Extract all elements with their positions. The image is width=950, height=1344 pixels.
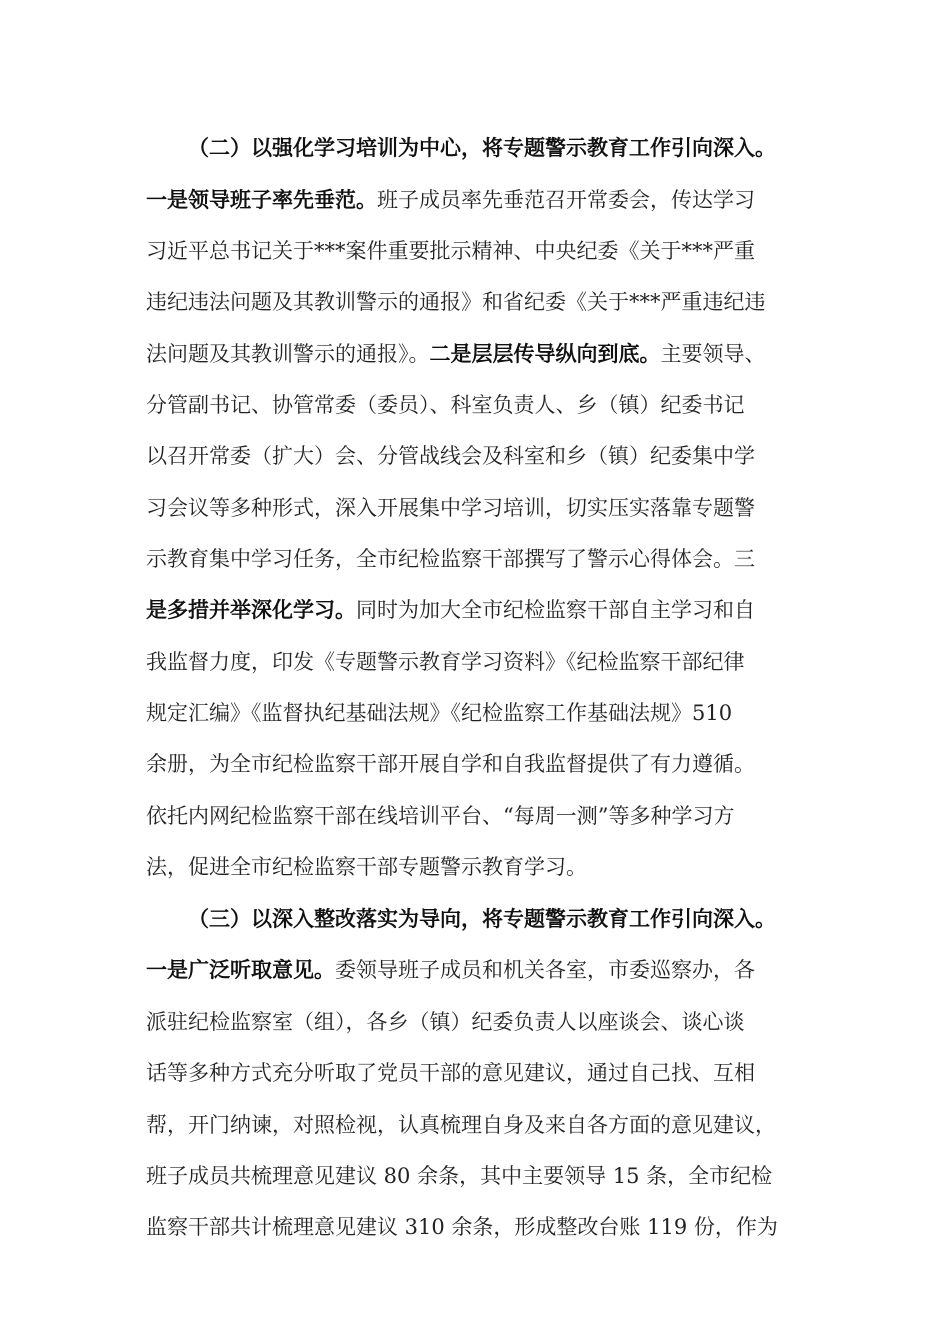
bold-heading-text: 是多措并举深化学习。 — [146, 597, 356, 622]
text-line — [146, 334, 826, 374]
text-line — [146, 796, 826, 836]
body-text: 习近平总书记关于***案件重要批示精神、中央纪委《关于***严重 — [146, 239, 755, 263]
text-line — [146, 282, 826, 322]
body-text: 示教育集中学习任务，全市纪检监察干部撰写了警示心得体会。三 — [146, 547, 755, 571]
body-text: 规定汇编》《监督执纪基础法规》《纪检监察工作基础法规》510 — [146, 701, 733, 725]
text-line — [188, 899, 868, 939]
body-text: 违纪违法问题及其教训警示的通报》和省纪委《关于***严重违纪违 — [146, 290, 766, 314]
text-line — [146, 1053, 826, 1093]
text-line — [146, 1105, 826, 1145]
text-line — [146, 488, 826, 528]
body-text: 同时为加大全市纪检监察干部自主学习和自 — [356, 598, 755, 622]
body-text: 班子成员共梳理意见建议 80 余条，其中主要领导 15 条，全市纪检 — [146, 1164, 773, 1188]
body-text: 习会议等多种形式，深入开展集中学习培训，切实压实落靠专题警 — [146, 496, 755, 520]
body-text: 班子成员率先垂范召开常委会，传达学习 — [377, 188, 755, 212]
bold-heading-text: （三）以深入整改落实为导向，将专题警示教育工作引向深入。 — [188, 906, 776, 931]
text-line — [146, 744, 826, 784]
text-line — [146, 231, 826, 271]
body-text: 话等多种方式充分听取了党员干部的意见建议，通过自己找、互相 — [146, 1061, 755, 1085]
text-line — [146, 590, 826, 630]
bold-heading-text: 一是广泛听取意见。 — [146, 957, 335, 982]
body-text: 帮，开门纳谏，对照检视，认真梳理自身及来自各方面的意见建议， — [146, 1113, 776, 1137]
text-line — [146, 180, 826, 220]
text-line — [146, 436, 826, 476]
body-text: 监察干部共计梳理意见建议 310 余条，形成整改台账 119 份，作为 — [146, 1215, 778, 1239]
text-line — [146, 1207, 826, 1247]
text-line — [146, 385, 826, 425]
text-line — [146, 1002, 826, 1042]
text-line — [146, 950, 826, 990]
text-line — [146, 847, 826, 887]
text-line — [146, 693, 826, 733]
bold-heading-text: 二是层层传导纵向到底。 — [429, 341, 661, 366]
body-text: 法问题及其教训警示的通报》。 — [146, 342, 430, 366]
text-line — [146, 539, 826, 579]
bold-heading-text: 一是领导班子率先垂范。 — [146, 187, 377, 212]
body-text: 以召开常委（扩大）会、分管战线会及科室和乡（镇）纪委集中学 — [146, 444, 755, 468]
body-text: 主要领导、 — [660, 342, 766, 366]
bold-heading-text: （二）以强化学习培训为中心，将专题警示教育工作引向深入。 — [188, 135, 776, 160]
body-text: 派驻纪检监察室（组），各乡（镇）纪委负责人以座谈会、谈心谈 — [146, 1010, 745, 1034]
body-text: 委领导班子成员和机关各室，市委巡察办，各 — [335, 958, 755, 982]
body-text: 分管副书记、协管常委（委员）、科室负责人、乡（镇）纪委书记 — [146, 393, 745, 417]
body-text: 我监督力度，印发《专题警示教育学习资料》《纪检监察干部纪律 — [146, 650, 745, 674]
body-text: 法，促进全市纪检监察干部专题警示教育学习。 — [146, 855, 587, 879]
text-line — [146, 642, 826, 682]
body-text: 依托内网纪检监察干部在线培训平台、“每周一测”等多种学习方 — [146, 804, 735, 828]
body-text: 余册，为全市纪检监察干部开展自学和自我监督提供了有力遵循。 — [146, 752, 755, 776]
text-line — [188, 128, 868, 168]
text-line — [146, 1156, 826, 1196]
